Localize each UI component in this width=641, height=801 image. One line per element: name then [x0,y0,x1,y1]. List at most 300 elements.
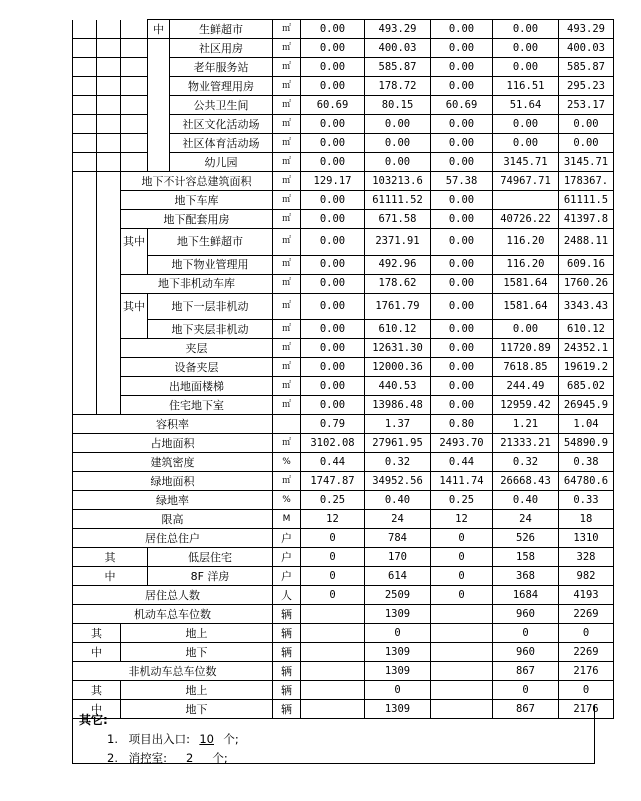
table-cell: 61111.5 [559,191,614,210]
table-cell: 0.00 [301,58,365,77]
table-row [73,396,614,415]
table-body [73,20,614,719]
table-cell: 26945.9 [559,396,614,415]
table-cell: 60.69 [301,96,365,115]
table-cell: 526 [493,529,559,548]
table-row [73,358,614,377]
table-cell: 设备夹层 [121,358,273,377]
table-cell: 158 [493,548,559,567]
table-cell: ㎡ [273,20,301,39]
table-cell: 0.00 [365,134,431,153]
table-cell [73,320,97,339]
table-cell [73,210,97,229]
table-cell: 其 [73,681,121,700]
table-cell: 老年服务站 [170,58,273,77]
table-cell [148,115,170,134]
table-cell: 0.80 [431,415,493,434]
note-label: 消控室: [128,751,168,765]
table-cell: 253.17 [559,96,614,115]
table-cell: 夹层 [121,339,273,358]
table-cell [73,77,97,96]
area-statistics-table [72,19,614,719]
table-cell: 地上 [121,681,273,700]
table-cell: 1684 [493,586,559,605]
note-value: 2 [186,751,194,765]
table-cell: 人 [273,586,301,605]
table-cell: ㎡ [273,293,301,320]
table-cell: 24 [493,510,559,529]
table-cell: 13986.48 [365,396,431,415]
table-cell: 0.00 [431,229,493,256]
table-cell: 居住总人数 [73,586,273,605]
table-cell: 1309 [365,605,431,624]
table-cell: 960 [493,643,559,662]
table-cell: 0.00 [431,255,493,274]
table-cell: 容积率 [73,415,273,434]
note-item-fire-control-room [107,750,228,766]
table-cell [73,377,97,396]
table-cell: 辆 [273,624,301,643]
table-cell: 社区用房 [170,39,273,58]
table-cell: 178.62 [365,274,431,293]
table-cell: 0.00 [493,39,559,58]
table-cell [73,396,97,415]
table-cell: 3145.71 [493,153,559,172]
table-cell: 地下生鲜超市 [148,229,273,256]
table-cell [431,662,493,681]
table-cell: 建筑密度 [73,453,273,472]
table-cell: 328 [559,548,614,567]
table-cell: 0.00 [431,39,493,58]
table-cell: 116.20 [493,255,559,274]
table-cell: 公共卫生间 [170,96,273,115]
table-cell: 0 [301,567,365,586]
table-cell: 21333.21 [493,434,559,453]
table-cell: 74967.71 [493,172,559,191]
table-cell: 居住总住户 [73,529,273,548]
table-cell: 1.37 [365,415,431,434]
table-cell: 34952.56 [365,472,431,491]
table-cell: 24352.1 [559,339,614,358]
table-cell: 54890.9 [559,434,614,453]
table-cell: 0.00 [431,58,493,77]
table-row [73,255,614,274]
table-cell: 1309 [365,662,431,681]
table-row [73,567,614,586]
table-cell: 0.00 [493,134,559,153]
table-cell: ㎡ [273,358,301,377]
table-cell: 3145.71 [559,153,614,172]
table-cell [148,39,170,58]
table-row [73,191,614,210]
table-cell: 0.00 [301,115,365,134]
table-cell: 0 [365,624,431,643]
table-cell [73,191,97,210]
note-unit: 个; [212,751,228,765]
table-cell: 19619.2 [559,358,614,377]
table-cell: 0.00 [431,274,493,293]
table-cell: 0.00 [493,58,559,77]
table-cell: 0.00 [431,115,493,134]
table-cell: 辆 [273,662,301,681]
table-cell [148,96,170,115]
table-cell [97,96,121,115]
table-cell [121,39,148,58]
table-cell: 0.00 [301,320,365,339]
table-cell: 2269 [559,643,614,662]
table-cell: 2176 [559,662,614,681]
table-cell: 地下 [121,643,273,662]
table-cell: 0.40 [493,491,559,510]
table-cell: 440.53 [365,377,431,396]
table-cell: 57.38 [431,172,493,191]
table-cell: 0.00 [431,191,493,210]
table-cell: 3102.08 [301,434,365,453]
table-cell: 地下 [121,700,273,719]
table-cell [121,115,148,134]
note-item-entrances [107,731,239,747]
table-cell [431,624,493,643]
table-cell: 1.04 [559,415,614,434]
table-row [73,453,614,472]
table-cell: ㎡ [273,339,301,358]
table-cell: 982 [559,567,614,586]
table-cell: 0.00 [431,377,493,396]
table-cell: 绿地率 [73,491,273,510]
table-cell: ㎡ [273,377,301,396]
table-cell: 610.12 [559,320,614,339]
table-row [73,210,614,229]
table-cell: 103213.6 [365,172,431,191]
table-cell: 671.58 [365,210,431,229]
table-cell [493,191,559,210]
table-cell: 0.00 [301,293,365,320]
table-cell: 辆 [273,643,301,662]
table-cell: 116.20 [493,229,559,256]
table-cell: 0.00 [301,210,365,229]
table-cell: 2488.11 [559,229,614,256]
table-cell: ㎡ [273,58,301,77]
table-cell: 0.38 [559,453,614,472]
table-cell: 1761.79 [365,293,431,320]
table-cell [73,172,97,191]
table-cell: 244.49 [493,377,559,396]
table-cell: 61111.52 [365,191,431,210]
table-cell: ㎡ [273,434,301,453]
table-row [73,643,614,662]
table-cell [73,96,97,115]
table-cell: 中 [148,20,170,39]
table-cell: 24 [365,510,431,529]
table-cell: 2371.91 [365,229,431,256]
table-cell [97,191,121,210]
table-row [73,377,614,396]
table-cell: 0.44 [431,453,493,472]
table-cell: 中 [73,700,121,719]
table-cell [73,293,97,320]
table-cell: 中 [73,643,121,662]
table-cell: 辆 [273,681,301,700]
table-cell: 辆 [273,700,301,719]
table-cell: 其 [73,624,121,643]
table-cell: ㎡ [273,274,301,293]
table-cell: ㎡ [273,96,301,115]
table-cell: 1411.74 [431,472,493,491]
table-cell: 0.00 [301,191,365,210]
table-cell: 0.00 [301,274,365,293]
table-cell: 1309 [365,700,431,719]
table-cell [97,77,121,96]
table-cell [73,255,97,274]
table-cell: 0.00 [301,377,365,396]
table-row [73,681,614,700]
table-cell: 0.00 [493,115,559,134]
table-cell: 0.00 [365,115,431,134]
table-cell: 其 [73,548,148,567]
table-cell: 610.12 [365,320,431,339]
table-cell [431,643,493,662]
table-cell: 585.87 [559,58,614,77]
table-cell: 地上 [121,624,273,643]
table-cell: 295.23 [559,77,614,96]
table-row [73,320,614,339]
table-cell [97,358,121,377]
table-cell: 0.00 [365,153,431,172]
table-cell: 地下物业管理用 [148,255,273,274]
table-cell: 0 [301,548,365,567]
table-cell: 784 [365,529,431,548]
table-cell: 0.32 [365,453,431,472]
table-cell: 机动车总车位数 [73,605,273,624]
table-cell: 0.00 [431,153,493,172]
table-cell: 0 [493,681,559,700]
table-cell: 0.00 [431,210,493,229]
table-cell: 1309 [365,643,431,662]
table-cell [301,605,365,624]
table-cell: 12 [431,510,493,529]
table-cell [148,58,170,77]
note-index: 1. [107,732,118,746]
table-cell [97,172,121,191]
table-cell: 1310 [559,529,614,548]
table-cell: 限高 [73,510,273,529]
table-cell [97,320,121,339]
table-cell: 493.29 [365,20,431,39]
table-cell: 1760.26 [559,274,614,293]
table-cell: M [273,510,301,529]
table-cell: 户 [273,529,301,548]
table-cell: 地下车库 [121,191,273,210]
table-cell: 2176 [559,700,614,719]
table-cell: 0.79 [301,415,365,434]
table-row [73,339,614,358]
table-row [73,472,614,491]
table-cell: 住宅地下室 [121,396,273,415]
table-cell: 0 [493,624,559,643]
table-cell: 40726.22 [493,210,559,229]
table-cell: 2493.70 [431,434,493,453]
table-cell [97,210,121,229]
table-cell: 辆 [273,605,301,624]
table-cell: 0.00 [301,20,365,39]
note-unit: 个; [223,732,239,746]
note-index: 2. [107,751,118,765]
table-row [73,548,614,567]
table-cell [273,415,301,434]
notes-section [72,705,595,764]
table-row [73,293,614,320]
table-cell [97,39,121,58]
table-cell: 生鲜超市 [170,20,273,39]
table-cell: 1747.87 [301,472,365,491]
table-cell: 绿地面积 [73,472,273,491]
table-cell [73,274,97,293]
table-cell: 0.00 [431,339,493,358]
table-cell: 614 [365,567,431,586]
table-cell: 0.00 [301,77,365,96]
table-cell: 0.33 [559,491,614,510]
table-cell: 1581.64 [493,293,559,320]
table-cell: 368 [493,567,559,586]
table-cell: 609.16 [559,255,614,274]
table-cell [97,274,121,293]
table-cell [73,358,97,377]
table-cell: 12 [301,510,365,529]
table-cell: 0 [431,529,493,548]
table-cell [73,58,97,77]
table-cell [121,153,148,172]
table-cell: 64780.6 [559,472,614,491]
table-cell: ㎡ [273,396,301,415]
table-row [73,434,614,453]
table-cell [97,134,121,153]
table-cell: 3343.43 [559,293,614,320]
table-cell: ㎡ [273,153,301,172]
table-cell: 178.72 [365,77,431,96]
table-cell: 80.15 [365,96,431,115]
table-cell: 12631.30 [365,339,431,358]
table-cell [73,134,97,153]
table-cell: % [273,491,301,510]
table-cell [121,20,148,39]
table-cell: 11720.89 [493,339,559,358]
table-cell: 170 [365,548,431,567]
table-cell [121,96,148,115]
table-cell [97,153,121,172]
table-cell [301,624,365,643]
table-cell: 其中 [121,293,148,320]
table-cell: 685.02 [559,377,614,396]
table-cell [97,115,121,134]
table-cell: 0 [365,681,431,700]
table-cell: 0.00 [431,293,493,320]
table-row [73,58,614,77]
table-row [73,20,614,39]
table-cell: 178367. [559,172,614,191]
table-cell: 0.00 [301,134,365,153]
table-cell: ㎡ [273,172,301,191]
table-row [73,605,614,624]
table-cell: 0.00 [301,396,365,415]
table-cell: 非机动车总车位数 [73,662,273,681]
table-cell: 0 [559,681,614,700]
table-cell: 116.51 [493,77,559,96]
table-cell [121,320,148,339]
table-cell: ㎡ [273,77,301,96]
table-cell [73,153,97,172]
table-cell: 低层住宅 [148,548,273,567]
notes-title: 其它: [79,713,108,727]
table-cell [121,77,148,96]
table-cell: 占地面积 [73,434,273,453]
table-cell [431,681,493,700]
table-cell [97,377,121,396]
table-row [73,624,614,643]
table-cell: ㎡ [273,115,301,134]
table-cell [97,229,121,256]
table-cell: 400.03 [559,39,614,58]
table-cell: 0.00 [431,320,493,339]
table-cell: ㎡ [273,210,301,229]
table-cell: ㎡ [273,39,301,58]
table-cell [97,293,121,320]
table-row [73,134,614,153]
table-row [73,115,614,134]
table-cell [148,153,170,172]
table-cell: 0 [431,567,493,586]
table-cell: 地下不计容总建筑面积 [121,172,273,191]
table-cell: 8F 洋房 [148,567,273,586]
table-row [73,415,614,434]
table-cell: 1581.64 [493,274,559,293]
table-row [73,586,614,605]
table-cell [97,339,121,358]
table-row [73,153,614,172]
table-cell: 中 [73,567,148,586]
table-row [73,491,614,510]
table-cell: 26668.43 [493,472,559,491]
table-cell [121,58,148,77]
table-cell: 社区体育活动场 [170,134,273,153]
table-cell: 其中 [121,229,148,256]
table-cell: 585.87 [365,58,431,77]
note-label: 项目出入口: [128,732,191,746]
table-row [73,662,614,681]
table-cell: % [273,453,301,472]
table-cell [97,396,121,415]
table-cell: ㎡ [273,229,301,256]
table-row [73,510,614,529]
table-cell [97,255,121,274]
table-cell: 0.25 [431,491,493,510]
table-cell [73,115,97,134]
table-cell [148,134,170,153]
table-cell: 2509 [365,586,431,605]
table-row [73,172,614,191]
table-cell: 4193 [559,586,614,605]
table-cell: 0.00 [301,153,365,172]
table-cell: 18 [559,510,614,529]
table-cell: 0 [301,529,365,548]
table-cell: 492.96 [365,255,431,274]
table-cell: 493.29 [559,20,614,39]
table-row [73,77,614,96]
table-cell: 地下夹层非机动 [148,320,273,339]
table-cell: 0.00 [559,134,614,153]
table-cell: 12959.42 [493,396,559,415]
table-cell: 2269 [559,605,614,624]
table-cell: 0.00 [431,358,493,377]
